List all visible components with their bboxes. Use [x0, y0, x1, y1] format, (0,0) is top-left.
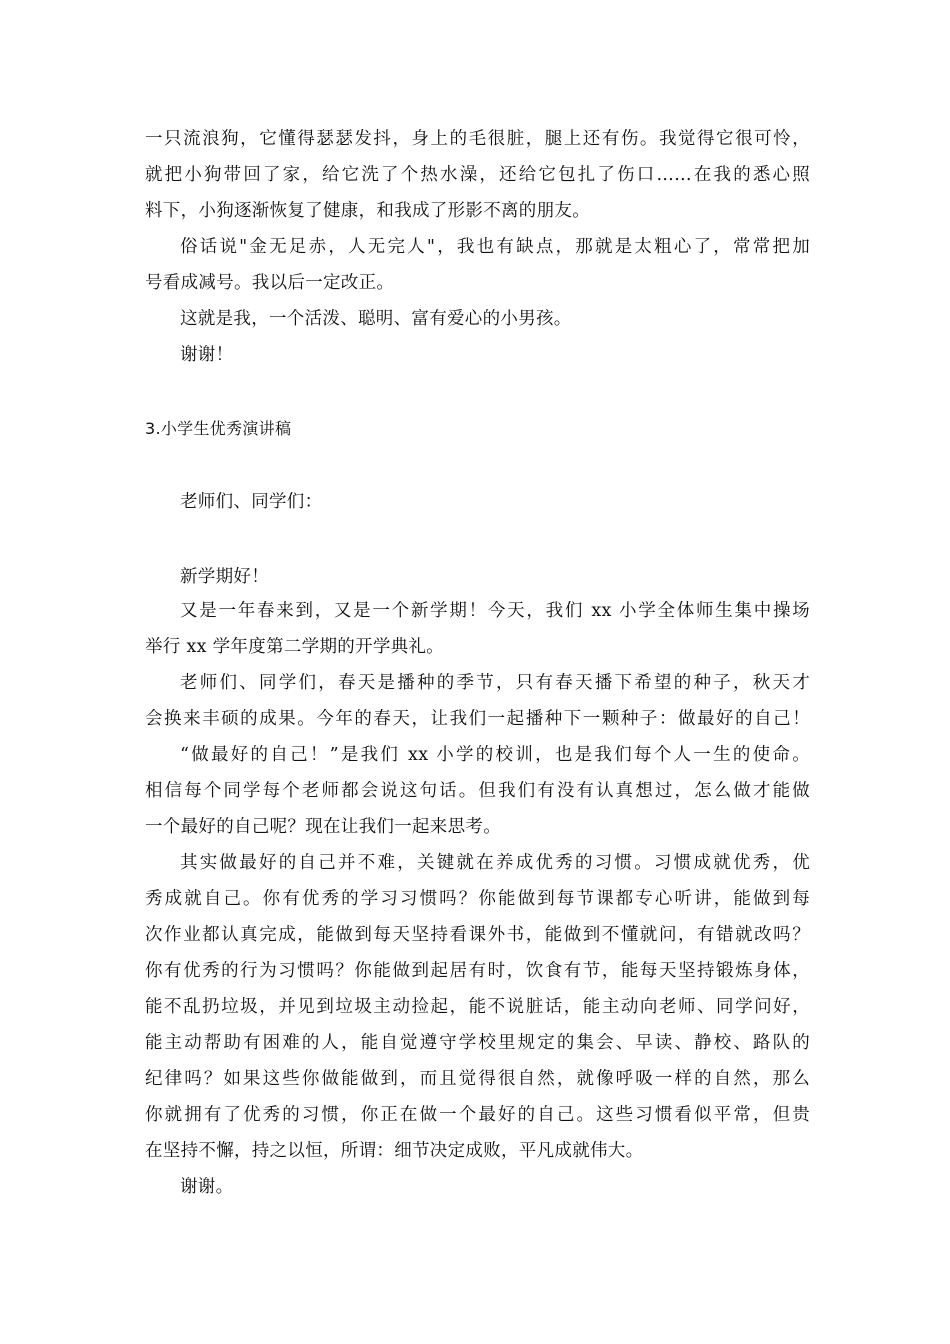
text-line: 次作业都认真完成，能做到每天坚持看课外书，能做到不懂就问，有错就改吗？ [145, 925, 810, 945]
text-line: 秀成就自己。你有优秀的学习习惯吗？你能做到每节课都专心听讲，能做到每 [145, 889, 810, 909]
text-line: 又是一年春来到，又是一个新学期！今天，我们 xx 小学全体师生集中操场 [180, 601, 810, 621]
text-line: 料下，小狗逐渐恢复了健康，和我成了形影不离的朋友。 [145, 201, 590, 221]
text-line: 在坚持不懈，持之以恒，所谓：细节决定成败，平凡成就伟大。 [145, 1141, 644, 1161]
text-line: 能主动帮助有困难的人，能自觉遵守学校里规定的集会、早读、静校、路队的 [145, 1033, 810, 1053]
text-line: 你有优秀的行为习惯吗？你能做到起居有时，饮食有节，能每天坚持锻炼身体， [145, 961, 810, 981]
text-line: 老师们、同学们，春天是播种的季节，只有春天播下希望的种子，秋天才 [180, 673, 810, 693]
text-line: 举行 xx 学年度第二学期的开学典礼。 [145, 637, 445, 657]
closing-line: 谢谢。 [180, 1177, 234, 1197]
section-heading: 3.小学生优秀演讲稿 [145, 419, 292, 438]
text-line: 能不乱扔垃圾，并见到垃圾主动捡起，能不说脏话，能主动向老师、同学问好， [145, 997, 810, 1017]
text-line: 一个最好的自己呢？现在让我们一起来思考。 [145, 817, 501, 837]
text-line: 这就是我，一个活泼、聪明、富有爱心的小男孩。 [180, 309, 572, 329]
text-line: 相信每个同学每个老师都会说这句话。但我们有没有认真想过，怎么做才能做 [145, 781, 810, 801]
text-line: 会换来丰硕的成果。今年的春天，让我们一起播种下一颗种子：做最好的自己！ [145, 709, 810, 729]
text-line: 其实做最好的自己并不难，关键就在养成优秀的习惯。习惯成就优秀，优 [180, 853, 810, 873]
text-line: 号看成减号。我以后一定改正。 [145, 273, 395, 293]
greeting: 新学期好！ [180, 567, 269, 587]
text-line: “做最好的自己！”是我们 xx 小学的校训，也是我们每个人一生的使命。 [180, 745, 810, 765]
text-line: 纪律吗？如果这些你做能做到，而且觉得很自然，就像呼吸一样的自然，那么 [145, 1069, 810, 1089]
text-line: 一只流浪狗，它懂得瑟瑟发抖，身上的毛很脏，腿上还有伤。我觉得它很可怜， [145, 129, 810, 149]
salutation: 老师们、同学们： [180, 492, 323, 512]
text-line: 就把小狗带回了家，给它洗了个热水澡，还给它包扎了伤口……在我的悉心照 [145, 165, 810, 185]
text-line: 俗话说"金无足赤，人无完人"，我也有缺点，那就是太粗心了，常常把加 [180, 237, 810, 257]
text-line: 谢谢！ [180, 345, 234, 365]
text-line: 你就拥有了优秀的习惯，你正在做一个最好的自己。这些习惯看似平常，但贵 [145, 1105, 810, 1125]
